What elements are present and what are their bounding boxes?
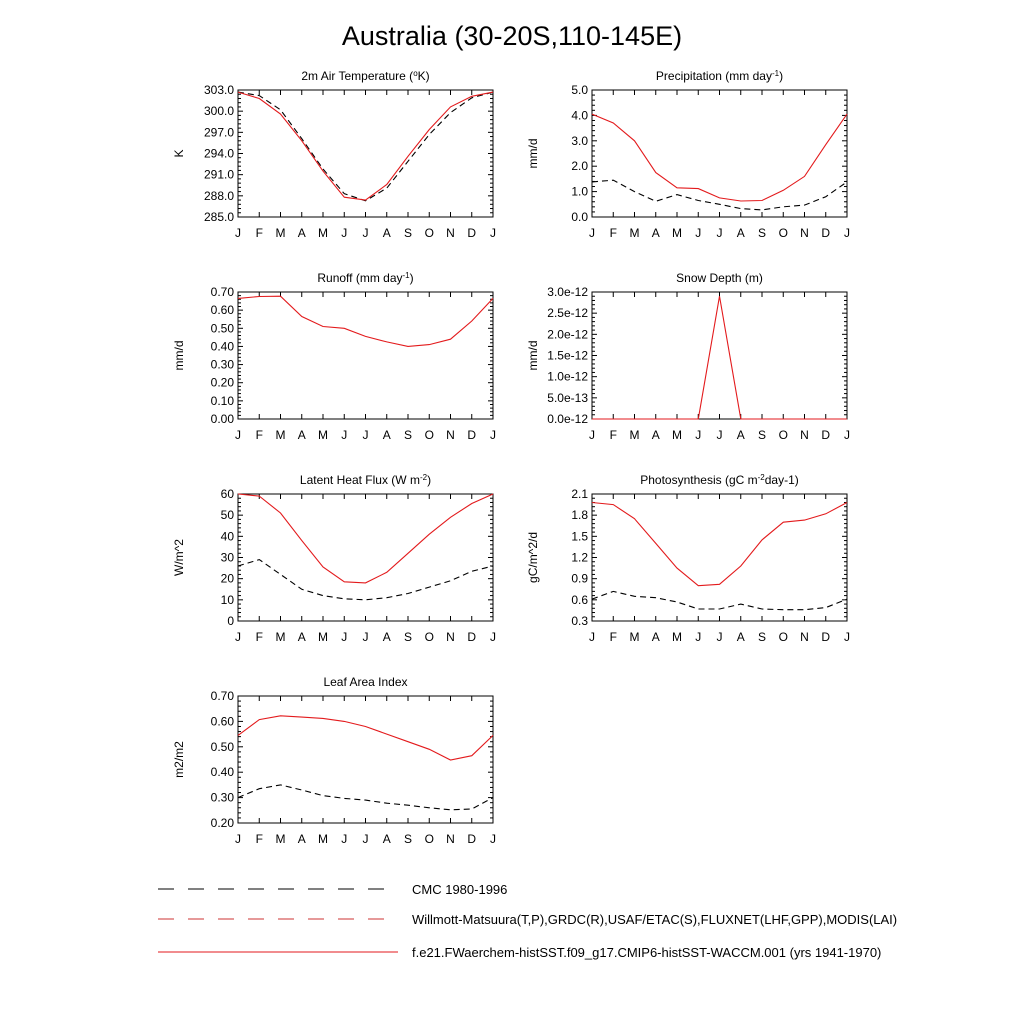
x-tick-label: N bbox=[446, 428, 455, 442]
plot-frame bbox=[238, 494, 493, 621]
legend-label: CMC 1980-1996 bbox=[412, 882, 508, 897]
x-tick-label: J bbox=[235, 832, 241, 846]
x-tick-label: O bbox=[778, 630, 788, 644]
x-tick-label: M bbox=[672, 630, 682, 644]
figure-title: Australia (30-20S,110-145E) bbox=[341, 21, 683, 51]
y-axis-label: gC/m^2/d bbox=[526, 532, 540, 583]
y-tick-label: 285.0 bbox=[203, 210, 234, 224]
x-tick-label: A bbox=[651, 226, 660, 240]
x-tick-label: J bbox=[695, 630, 702, 644]
x-tick-label: J bbox=[490, 832, 496, 846]
y-axis-label: mm/d bbox=[172, 340, 186, 371]
x-tick-label: F bbox=[255, 226, 263, 240]
obs-series-line bbox=[238, 560, 493, 600]
x-tick-label: D bbox=[821, 226, 831, 240]
x-tick-label: A bbox=[736, 226, 745, 240]
x-tick-label: A bbox=[382, 630, 391, 644]
model-series-line bbox=[592, 503, 847, 586]
x-tick-label: J bbox=[341, 630, 348, 644]
panel-title bbox=[656, 69, 783, 84]
y-tick-label: 5.0 bbox=[571, 83, 588, 97]
panel-title-sup: -1 bbox=[771, 68, 780, 78]
y-tick-label: 288.0 bbox=[203, 188, 234, 203]
x-tick-label: M bbox=[318, 226, 328, 240]
legend-label: Willmott-Matsuura(T,P),GRDC(R),USAF/ETAC(S),FLUXNET(LHF,GPP),MODIS(LAI) bbox=[412, 912, 898, 927]
x-tick-label: N bbox=[446, 832, 455, 846]
panel-title bbox=[323, 675, 407, 689]
y-tick-label: 0.30 bbox=[210, 357, 234, 372]
panel-title-main: Runoff (mm day bbox=[317, 271, 403, 285]
x-tick-label: M bbox=[672, 226, 682, 240]
x-tick-label: F bbox=[609, 226, 617, 240]
x-tick-label: J bbox=[341, 428, 348, 442]
y-tick-label: 1.0 bbox=[571, 184, 588, 199]
x-tick-label: J bbox=[235, 226, 241, 240]
x-tick-label: D bbox=[467, 428, 477, 442]
x-tick-label: A bbox=[297, 832, 306, 846]
y-tick-label: 0.40 bbox=[210, 765, 234, 780]
y-tick-label: 40 bbox=[220, 529, 234, 544]
x-tick-label: D bbox=[467, 630, 477, 644]
x-tick-label: D bbox=[467, 832, 477, 846]
panel-title-end: ) bbox=[779, 69, 784, 83]
x-tick-label: J bbox=[341, 832, 348, 846]
panel-6 bbox=[526, 473, 850, 645]
y-tick-label: 1.2 bbox=[571, 550, 588, 565]
y-tick-label: 0.00 bbox=[210, 412, 234, 426]
model-series-line bbox=[238, 92, 493, 200]
x-tick-label: S bbox=[403, 428, 413, 442]
x-tick-label: M bbox=[318, 832, 328, 846]
x-tick-label: A bbox=[651, 428, 660, 442]
x-tick-label: M bbox=[275, 226, 286, 240]
y-tick-label: 0.0e-12 bbox=[547, 412, 588, 426]
x-tick-label: S bbox=[403, 226, 413, 240]
x-tick-label: O bbox=[778, 428, 788, 442]
x-tick-label: A bbox=[297, 428, 306, 442]
x-tick-label: A bbox=[382, 832, 391, 846]
x-tick-label: J bbox=[589, 428, 595, 442]
y-tick-label: 300.0 bbox=[203, 104, 234, 119]
x-tick-label: O bbox=[778, 226, 788, 240]
x-tick-label: F bbox=[609, 428, 617, 442]
y-tick-label: 30 bbox=[220, 550, 234, 565]
y-tick-label: 1.8 bbox=[571, 508, 588, 523]
x-tick-label: S bbox=[403, 832, 413, 846]
y-tick-label: 0.10 bbox=[210, 393, 234, 408]
x-tick-label: D bbox=[467, 226, 477, 240]
x-tick-label: A bbox=[736, 630, 745, 644]
x-tick-label: A bbox=[651, 630, 660, 644]
y-tick-label: 2.1 bbox=[571, 487, 588, 501]
model-series-line bbox=[592, 114, 847, 201]
x-tick-label: S bbox=[757, 428, 767, 442]
x-tick-label: A bbox=[382, 428, 391, 442]
x-tick-label: J bbox=[716, 630, 723, 644]
x-tick-label: J bbox=[695, 428, 702, 442]
y-tick-label: 0.6 bbox=[571, 592, 588, 607]
y-tick-label: 4.0 bbox=[571, 108, 588, 123]
panel-title bbox=[640, 473, 799, 488]
x-tick-label: J bbox=[362, 226, 369, 240]
y-tick-label: 0.50 bbox=[210, 739, 234, 754]
y-tick-label: 0.0 bbox=[571, 210, 588, 224]
panel-1 bbox=[172, 69, 496, 241]
x-tick-label: F bbox=[255, 428, 263, 442]
x-tick-label: M bbox=[629, 226, 640, 240]
panel-title-end: ) bbox=[427, 473, 432, 487]
y-tick-label: 50 bbox=[220, 508, 234, 523]
y-tick-label: 1.0e-12 bbox=[547, 369, 588, 384]
panel-title-main: Precipitation (mm day bbox=[655, 69, 772, 83]
obs-series-line bbox=[238, 785, 493, 810]
plot-frame bbox=[592, 292, 847, 419]
x-tick-label: J bbox=[362, 630, 369, 644]
y-tick-label: 0 bbox=[227, 614, 234, 628]
y-axis-label: mm/d bbox=[526, 138, 540, 169]
x-tick-label: N bbox=[800, 428, 809, 442]
x-tick-label: A bbox=[297, 226, 306, 240]
y-tick-label: 0.70 bbox=[210, 689, 234, 703]
x-tick-label: N bbox=[800, 630, 809, 644]
panel-title-sup: o bbox=[413, 68, 418, 78]
y-tick-label: 2.0e-12 bbox=[547, 327, 588, 342]
x-tick-label: J bbox=[716, 428, 723, 442]
y-tick-label: 1.5 bbox=[571, 529, 588, 544]
x-tick-label: J bbox=[362, 428, 369, 442]
x-tick-label: J bbox=[844, 630, 850, 644]
obs-series-line bbox=[238, 92, 493, 201]
x-tick-label: J bbox=[235, 630, 241, 644]
x-tick-label: O bbox=[424, 428, 434, 442]
y-tick-label: 60 bbox=[220, 487, 234, 501]
legend-item-2 bbox=[158, 912, 897, 927]
y-tick-label: 2.0 bbox=[571, 159, 588, 174]
x-tick-label: J bbox=[490, 630, 496, 644]
panel-title-main: Photosynthesis (gC m bbox=[640, 473, 758, 487]
panel-4 bbox=[526, 271, 850, 442]
x-tick-label: D bbox=[821, 428, 831, 442]
x-tick-label: A bbox=[736, 428, 745, 442]
y-tick-label: 0.20 bbox=[210, 375, 234, 390]
panel-title-main: Leaf Area Index bbox=[323, 675, 408, 689]
x-tick-label: A bbox=[382, 226, 391, 240]
x-tick-label: M bbox=[629, 630, 640, 644]
y-tick-label: 294.0 bbox=[203, 146, 234, 161]
y-tick-label: 3.0 bbox=[571, 133, 588, 148]
x-tick-label: O bbox=[424, 630, 434, 644]
y-tick-label: 20 bbox=[220, 571, 234, 586]
panel-title-end: K) bbox=[417, 69, 430, 83]
x-tick-label: A bbox=[297, 630, 306, 644]
y-tick-label: 2.5e-12 bbox=[547, 306, 588, 321]
x-tick-label: O bbox=[424, 226, 434, 240]
panel-title bbox=[317, 271, 413, 286]
y-tick-label: 0.60 bbox=[210, 303, 234, 318]
x-tick-label: N bbox=[446, 630, 455, 644]
x-tick-label: S bbox=[403, 630, 413, 644]
legend bbox=[158, 882, 897, 960]
y-tick-label: 297.0 bbox=[203, 125, 234, 140]
y-axis-label: m2/m2 bbox=[172, 741, 186, 778]
obs-series-line bbox=[592, 180, 847, 210]
y-tick-label: 0.70 bbox=[210, 285, 234, 299]
x-tick-label: N bbox=[800, 226, 809, 240]
x-tick-label: S bbox=[757, 630, 767, 644]
y-tick-label: 0.20 bbox=[210, 816, 234, 830]
y-tick-label: 1.5e-12 bbox=[547, 348, 588, 363]
x-tick-label: J bbox=[695, 226, 702, 240]
legend-item-1 bbox=[158, 882, 507, 897]
x-tick-label: J bbox=[844, 226, 850, 240]
panel-title bbox=[676, 271, 763, 285]
panel-title-end: day-1) bbox=[764, 473, 799, 487]
x-tick-label: J bbox=[716, 226, 723, 240]
x-tick-label: M bbox=[275, 630, 286, 644]
x-tick-label: J bbox=[589, 226, 595, 240]
x-tick-label: N bbox=[446, 226, 455, 240]
x-tick-label: J bbox=[235, 428, 241, 442]
y-axis-label: W/m^2 bbox=[172, 539, 186, 576]
model-series-line bbox=[592, 296, 847, 419]
panel-title-end: ) bbox=[409, 271, 414, 285]
y-tick-label: 291.0 bbox=[203, 167, 234, 182]
panel-title-main: 2m Air Temperature ( bbox=[301, 69, 414, 83]
x-tick-label: O bbox=[424, 832, 434, 846]
x-tick-label: S bbox=[757, 226, 767, 240]
x-tick-label: J bbox=[362, 832, 369, 846]
y-tick-label: 0.50 bbox=[210, 321, 234, 336]
panel-title bbox=[301, 69, 429, 84]
x-tick-label: F bbox=[255, 832, 263, 846]
x-tick-label: D bbox=[821, 630, 831, 644]
model-series-line bbox=[238, 296, 493, 346]
plot-frame bbox=[238, 292, 493, 419]
panels-group bbox=[172, 69, 850, 847]
x-tick-label: M bbox=[275, 832, 286, 846]
x-tick-label: J bbox=[844, 428, 850, 442]
panel-title-main: Snow Depth (m) bbox=[676, 271, 763, 285]
y-tick-label: 0.9 bbox=[571, 571, 588, 586]
y-axis-label: K bbox=[172, 149, 186, 158]
y-tick-label: 0.40 bbox=[210, 339, 234, 354]
x-tick-label: J bbox=[490, 428, 496, 442]
y-tick-label: 3.0e-12 bbox=[547, 285, 588, 299]
legend-item-3 bbox=[158, 945, 881, 960]
panel-7 bbox=[172, 675, 496, 846]
panel-title-sup: -2 bbox=[757, 472, 765, 482]
x-tick-label: M bbox=[275, 428, 286, 442]
y-tick-label: 5.0e-13 bbox=[547, 390, 588, 405]
y-axis-label: mm/d bbox=[526, 340, 540, 371]
panel-2 bbox=[526, 69, 850, 241]
y-tick-label: 10 bbox=[220, 592, 234, 607]
model-series-line bbox=[238, 716, 493, 760]
y-tick-label: 0.3 bbox=[571, 614, 588, 628]
plot-frame bbox=[592, 494, 847, 621]
x-tick-label: M bbox=[318, 630, 328, 644]
x-tick-label: M bbox=[629, 428, 640, 442]
x-tick-label: F bbox=[255, 630, 263, 644]
x-tick-label: F bbox=[609, 630, 617, 644]
x-tick-label: J bbox=[341, 226, 348, 240]
legend-label: f.e21.FWaerchem-histSST.f09_g17.CMIP6-histSST-WACCM.001 (yrs 1941-1970) bbox=[412, 945, 882, 960]
x-tick-label: J bbox=[490, 226, 496, 240]
panel-title-main: Latent Heat Flux (W m bbox=[299, 473, 420, 487]
panel-title-sup: -2 bbox=[419, 472, 428, 482]
panel-5 bbox=[172, 473, 496, 645]
y-tick-label: 0.60 bbox=[210, 714, 234, 729]
panel-title bbox=[300, 473, 431, 488]
model-series-line bbox=[238, 494, 493, 583]
panel-3 bbox=[172, 271, 496, 443]
panel-title-sup: -1 bbox=[402, 270, 410, 280]
y-tick-label: 0.30 bbox=[210, 790, 234, 805]
y-tick-label: 303.0 bbox=[203, 83, 234, 97]
obs-series-line bbox=[592, 591, 847, 609]
x-tick-label: M bbox=[318, 428, 328, 442]
x-tick-label: J bbox=[589, 630, 595, 644]
x-tick-label: M bbox=[672, 428, 682, 442]
